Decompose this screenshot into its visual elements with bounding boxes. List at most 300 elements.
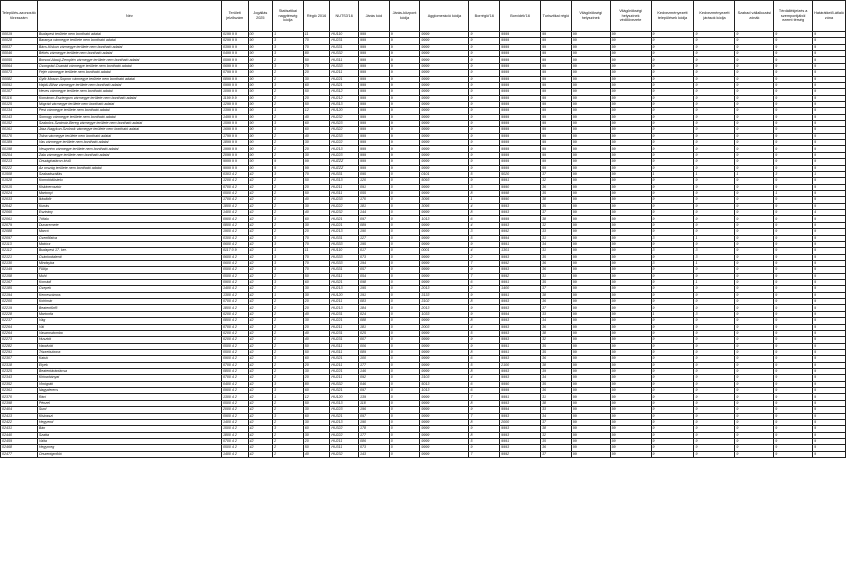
table-cell: 9999: [420, 400, 469, 406]
table-cell: 38: [541, 400, 572, 406]
table-cell: 99: [571, 89, 610, 95]
table-cell: 9: [735, 95, 774, 101]
table-cell: 9998: [500, 190, 541, 196]
table-cell: 9: [651, 324, 694, 330]
table-cell: 40: [303, 133, 330, 139]
table-cell: 9999: [500, 114, 541, 120]
table-cell: 38: [541, 426, 572, 432]
table-cell: 02097: [1, 235, 38, 241]
table-cell: 7: [469, 413, 500, 419]
table-cell: 70: [303, 235, 330, 241]
table-cell: 9: [735, 394, 774, 400]
table-cell: 0: [389, 432, 420, 438]
table-cell: 9: [469, 95, 500, 101]
table-cell: 01508: [1, 171, 38, 177]
table-cell: 1800 4 2: [221, 203, 248, 209]
table-cell: 99: [610, 369, 651, 375]
table-cell: 9999: [420, 70, 469, 76]
table-cell: 089: [359, 349, 390, 355]
table-cell: 1: [273, 394, 304, 400]
table-cell: 42: [248, 305, 273, 311]
table-cell: 2: [273, 146, 304, 152]
table-cell: 36: [541, 260, 572, 266]
table-cell: 0: [389, 318, 420, 324]
column-header: Régió 2016: [303, 1, 330, 32]
table-cell: 0101: [420, 171, 469, 177]
table-cell: 9: [774, 82, 813, 88]
table-cell: 99: [610, 273, 651, 279]
table-cell: 9: [735, 337, 774, 343]
table-cell: 9: [651, 375, 694, 381]
table-cell: 8: [469, 318, 500, 324]
table-cell: 9: [694, 121, 735, 127]
table-cell: 9999: [500, 133, 541, 139]
table-cell: 3: [694, 311, 735, 317]
table-cell: Etyek: [37, 362, 221, 368]
table-cell: 11: [303, 248, 330, 254]
table-cell: 9993: [500, 318, 541, 324]
table-cell: 9: [389, 44, 420, 50]
table-cell: 999: [359, 165, 390, 171]
table-cell: 32: [541, 222, 572, 228]
table-cell: HU222: [330, 203, 359, 209]
table-cell: 36: [541, 299, 572, 305]
table-cell: HU311: [330, 57, 359, 63]
table-cell: 20: [303, 439, 330, 445]
table-cell: 9: [774, 38, 813, 44]
table-cell: HU211: [330, 439, 359, 445]
table-cell: 5: [469, 330, 500, 336]
table-cell: 1: [813, 171, 846, 177]
table-cell: 99: [571, 165, 610, 171]
table-cell: 02477: [1, 451, 38, 457]
table-cell: 9999: [420, 114, 469, 120]
table-cell: 9: [774, 216, 813, 222]
table-cell: 9: [813, 299, 846, 305]
table-cell: 0: [389, 260, 420, 266]
table-cell: 9: [735, 89, 774, 95]
table-cell: 3: [694, 248, 735, 254]
table-cell: 3: [273, 121, 304, 127]
table-cell: 9: [651, 127, 694, 133]
table-cell: 90: [248, 89, 273, 95]
table-cell: 99: [610, 356, 651, 362]
table-cell: 9999: [420, 419, 469, 425]
table-cell: 9: [694, 337, 735, 343]
table-cell: 9: [813, 108, 846, 114]
table-cell: 9: [273, 165, 304, 171]
table-cell: 99: [610, 330, 651, 336]
table-cell: 9999: [420, 184, 469, 190]
table-cell: HU333: [330, 241, 359, 247]
table-cell: 99: [610, 299, 651, 305]
table-cell: 1899 9 9: [221, 140, 248, 146]
table-cell: 999: [359, 140, 390, 146]
table-cell: 8: [469, 299, 500, 305]
table-cell: 1: [694, 280, 735, 286]
table-cell: Vaita: [37, 439, 221, 445]
table-cell: 9: [735, 292, 774, 298]
table-cell: HU110: [330, 32, 359, 38]
table-cell: 90: [248, 38, 273, 44]
table-cell: 42: [248, 222, 273, 228]
table-cell: 99: [610, 349, 651, 355]
table-cell: 99: [571, 241, 610, 247]
table-cell: 9: [694, 159, 735, 165]
table-cell: 9: [735, 362, 774, 368]
table-cell: 2: [273, 89, 304, 95]
table-cell: 0: [389, 413, 420, 419]
table-cell: 0400 4 2: [221, 381, 248, 387]
table-cell: 9: [469, 241, 500, 247]
table-cell: 6: [469, 216, 500, 222]
table-cell: 40: [303, 210, 330, 216]
table-cell: 99: [610, 362, 651, 368]
table-cell: 99: [610, 32, 651, 38]
table-cell: 40: [303, 197, 330, 203]
table-cell: 3095: [420, 203, 469, 209]
table-cell: 02325: [1, 369, 38, 375]
table-cell: HU331: [330, 44, 359, 50]
table-cell: 99: [571, 197, 610, 203]
table-cell: 9: [735, 375, 774, 381]
table-cell: 9: [469, 426, 500, 432]
table-cell: Komárom-Esztergom vármegye területe nem bontható adatai: [37, 95, 221, 101]
table-row: [1, 451, 846, 457]
table-cell: 99: [571, 349, 610, 355]
table-cell: 9: [813, 89, 846, 95]
table-cell: 0900 4 2: [221, 356, 248, 362]
table-cell: 9999: [420, 82, 469, 88]
table-cell: 42: [248, 171, 273, 177]
table-cell: 9: [651, 280, 694, 286]
table-cell: 1400 4 2: [221, 451, 248, 457]
table-cell: 34: [541, 241, 572, 247]
table-cell: 9: [735, 70, 774, 76]
table-cell: 9993: [500, 445, 541, 451]
table-cell: 0: [389, 248, 420, 254]
table-cell: 31: [541, 273, 572, 279]
table-cell: 9: [735, 445, 774, 451]
table-cell: 9: [813, 260, 846, 266]
table-cell: 99: [571, 305, 610, 311]
table-cell: 1800 4 2: [221, 305, 248, 311]
table-cell: 9: [813, 400, 846, 406]
table-cell: 9: [694, 38, 735, 44]
table-cell: 9: [813, 121, 846, 127]
table-cell: HU221: [330, 222, 359, 228]
table-cell: 99: [610, 381, 651, 387]
table-body: [1, 32, 846, 458]
table-cell: 9: [694, 146, 735, 152]
table-cell: 99: [610, 95, 651, 101]
table-cell: 9: [774, 381, 813, 387]
table-cell: 1699 9 9: [221, 127, 248, 133]
table-cell: 0900 4 2: [221, 216, 248, 222]
table-cell: 9: [694, 114, 735, 120]
table-cell: 9: [469, 51, 500, 57]
table-cell: 99: [571, 133, 610, 139]
table-cell: 9: [735, 267, 774, 273]
table-cell: 99: [571, 51, 610, 57]
table-cell: 9: [469, 133, 500, 139]
table-cell: 0700 4 2: [221, 439, 248, 445]
table-cell: 0: [389, 178, 420, 184]
table-cell: 99: [571, 394, 610, 400]
table-cell: 99: [541, 165, 572, 171]
table-cell: 046: [359, 381, 390, 387]
table-cell: HU311: [330, 343, 359, 349]
table-cell: 90: [248, 44, 273, 50]
table-cell: 02113: [1, 241, 38, 247]
table-cell: 99: [610, 190, 651, 196]
table-cell: 2: [273, 439, 304, 445]
table-cell: 9: [651, 190, 694, 196]
table-cell: 99: [571, 330, 610, 336]
table-cell: 99: [541, 95, 572, 101]
table-cell: 9: [651, 286, 694, 292]
table-cell: 9: [651, 426, 694, 432]
table-cell: 9991: [500, 343, 541, 349]
table-cell: 178: [359, 426, 390, 432]
table-cell: 35: [541, 190, 572, 196]
table-cell: 9: [774, 101, 813, 107]
table-cell: 9: [774, 248, 813, 254]
table-cell: 36: [541, 184, 572, 190]
table-cell: 3095: [420, 197, 469, 203]
table-cell: 6: [469, 280, 500, 286]
table-cell: 02194: [1, 292, 38, 298]
table-cell: 20: [303, 70, 330, 76]
table-cell: 9: [694, 133, 735, 139]
table-cell: 9: [735, 152, 774, 158]
table-cell: HU221: [330, 369, 359, 375]
table-cell: 9: [813, 362, 846, 368]
table-cell: 8: [469, 190, 500, 196]
table-cell: 9: [774, 89, 813, 95]
table-cell: 0: [389, 451, 420, 457]
table-cell: HU213: [330, 146, 359, 152]
table-cell: 0: [389, 407, 420, 413]
table-cell: 99: [571, 248, 610, 254]
table-cell: 9: [774, 95, 813, 101]
table-cell: 9: [774, 362, 813, 368]
table-cell: 9: [651, 369, 694, 375]
table-cell: 9: [694, 439, 735, 445]
table-cell: Kisiosszi: [37, 413, 221, 419]
table-cell: 9: [694, 369, 735, 375]
table-cell: 9: [774, 197, 813, 203]
table-cell: Budapest 17. ker.: [37, 248, 221, 254]
table-cell: 99: [610, 222, 651, 228]
table-cell: 9: [774, 318, 813, 324]
table-cell: Surd: [37, 407, 221, 413]
table-cell: 9: [469, 178, 500, 184]
table-cell: 9999: [500, 152, 541, 158]
table-cell: 2: [273, 349, 304, 355]
table-cell: 5: [469, 362, 500, 368]
table-cell: 2: [273, 432, 304, 438]
table-cell: 9999: [420, 318, 469, 324]
table-cell: 42: [248, 432, 273, 438]
table-cell: 9: [694, 419, 735, 425]
table-cell: Husztót: [37, 337, 221, 343]
table-cell: 99: [610, 375, 651, 381]
table-cell: 097: [359, 413, 390, 419]
table-cell: 42: [248, 318, 273, 324]
table-cell: 9: [694, 216, 735, 222]
table-cell: 60: [303, 121, 330, 127]
table-cell: 9999: [500, 140, 541, 146]
table-cell: 9: [651, 76, 694, 82]
table-cell: 2: [273, 229, 304, 235]
table-cell: 9: [735, 165, 774, 171]
table-cell: 0: [389, 267, 420, 273]
table-cell: 9: [774, 445, 813, 451]
table-cell: 9: [735, 44, 774, 50]
table-cell: 9: [651, 362, 694, 368]
table-cell: 99: [610, 127, 651, 133]
table-cell: 99: [571, 400, 610, 406]
table-cell: 9992: [500, 260, 541, 266]
table-cell: 9993: [500, 305, 541, 311]
table-cell: Békés vármegye területe nem bontható adatai: [37, 51, 221, 57]
table-cell: 9: [735, 101, 774, 107]
table-cell: 90: [248, 51, 273, 57]
table-cell: 9: [774, 203, 813, 209]
table-cell: 3: [694, 254, 735, 260]
table-cell: 3: [273, 260, 304, 266]
table-cell: 9: [694, 356, 735, 362]
column-header: Település-azonosító törzsszám: [1, 1, 38, 32]
table-cell: 0700 4 2: [221, 362, 248, 368]
table-cell: 2: [273, 445, 304, 451]
table-cell: 0200 4 2: [221, 311, 248, 317]
table-cell: 9: [774, 254, 813, 260]
table-cell: 0: [389, 445, 420, 451]
table-cell: 9: [774, 394, 813, 400]
table-cell: 9999: [420, 432, 469, 438]
table-cell: 092: [359, 375, 390, 381]
table-cell: 02264: [1, 324, 38, 330]
column-header: NUTS3'16: [330, 1, 359, 32]
table-cell: 2: [273, 451, 304, 457]
table-cell: HU213: [330, 305, 359, 311]
table-cell: 999: [359, 82, 390, 88]
table-cell: HU221: [330, 76, 359, 82]
table-cell: HU213: [330, 229, 359, 235]
table-cell: 9999: [420, 413, 469, 419]
table-cell: 9: [651, 32, 694, 38]
table-cell: 99: [571, 38, 610, 44]
table-cell: Vas vármegye területe nem bontható adatai: [37, 140, 221, 146]
table-cell: 9: [813, 407, 846, 413]
table-cell: 02413: [1, 413, 38, 419]
table-cell: Martonfa: [37, 311, 221, 317]
table-cell: 9: [813, 280, 846, 286]
column-header: Kedvezményezett települések kódja: [651, 1, 694, 32]
table-cell: 0600 4 2: [221, 260, 248, 266]
table-cell: 9: [813, 114, 846, 120]
table-cell: 02079: [1, 222, 38, 228]
table-cell: 9: [469, 76, 500, 82]
table-cell: 99: [571, 127, 610, 133]
table-cell: 90: [248, 76, 273, 82]
table-cell: 9: [735, 356, 774, 362]
table-cell: 40: [303, 330, 330, 336]
table-cell: 055: [359, 190, 390, 196]
table-cell: 9: [774, 369, 813, 375]
table-cell: 054: [359, 273, 390, 279]
table-cell: 9: [651, 159, 694, 165]
table-cell: 1: [735, 171, 774, 177]
table-cell: 3103: [420, 375, 469, 381]
table-cell: 999: [359, 159, 390, 165]
table-cell: 99: [541, 101, 572, 107]
table-cell: 9: [813, 254, 846, 260]
table-cell: 9: [813, 324, 846, 330]
table-cell: 80: [303, 381, 330, 387]
table-cell: 999: [359, 152, 390, 158]
table-cell: 9999: [420, 337, 469, 343]
table-cell: 9: [735, 426, 774, 432]
table-cell: 9: [389, 76, 420, 82]
table-cell: 9: [694, 190, 735, 196]
table-cell: 9: [774, 292, 813, 298]
table-cell: 99: [610, 419, 651, 425]
table-cell: 0: [389, 305, 420, 311]
table-cell: HU211: [330, 375, 359, 381]
table-cell: 9: [469, 305, 500, 311]
table-cell: 9: [774, 235, 813, 241]
table-cell: 9: [651, 184, 694, 190]
table-cell: 9: [735, 343, 774, 349]
table-cell: 02431: [1, 426, 38, 432]
table-cell: 9999: [500, 32, 541, 38]
table-cell: 02343: [1, 375, 38, 381]
table-cell: 9999: [420, 127, 469, 133]
table-cell: 50: [303, 178, 330, 184]
table-cell: Kiskinerosztúr: [37, 184, 221, 190]
table-cell: 3: [273, 44, 304, 50]
table-cell: 99: [571, 356, 610, 362]
table-cell: 9: [735, 114, 774, 120]
table-cell: HU212: [330, 95, 359, 101]
table-cell: Kohlmár: [37, 299, 221, 305]
table-cell: 0: [389, 369, 420, 375]
table-cell: 99: [610, 413, 651, 419]
table-cell: 9999: [420, 362, 469, 368]
table-cell: 9: [735, 82, 774, 88]
table-cell: 42: [248, 292, 273, 298]
table-cell: 99: [571, 235, 610, 241]
table-cell: Kemesvámos: [37, 292, 221, 298]
table-cell: 2: [273, 203, 304, 209]
table-cell: 02264: [1, 330, 38, 336]
table-cell: Győr-Moson-Sopron vármegye területe nem bontható adatai: [37, 76, 221, 82]
table-cell: 9: [813, 216, 846, 222]
table-cell: 9: [735, 324, 774, 330]
table-cell: 9: [774, 121, 813, 127]
table-cell: 9999: [500, 63, 541, 69]
table-cell: 9: [813, 375, 846, 381]
table-cell: 2: [273, 184, 304, 190]
table-cell: 999: [359, 101, 390, 107]
table-cell: 42: [248, 267, 273, 273]
table-cell: 7: [469, 394, 500, 400]
table-cell: 90: [248, 165, 273, 171]
table-cell: 9: [774, 451, 813, 457]
